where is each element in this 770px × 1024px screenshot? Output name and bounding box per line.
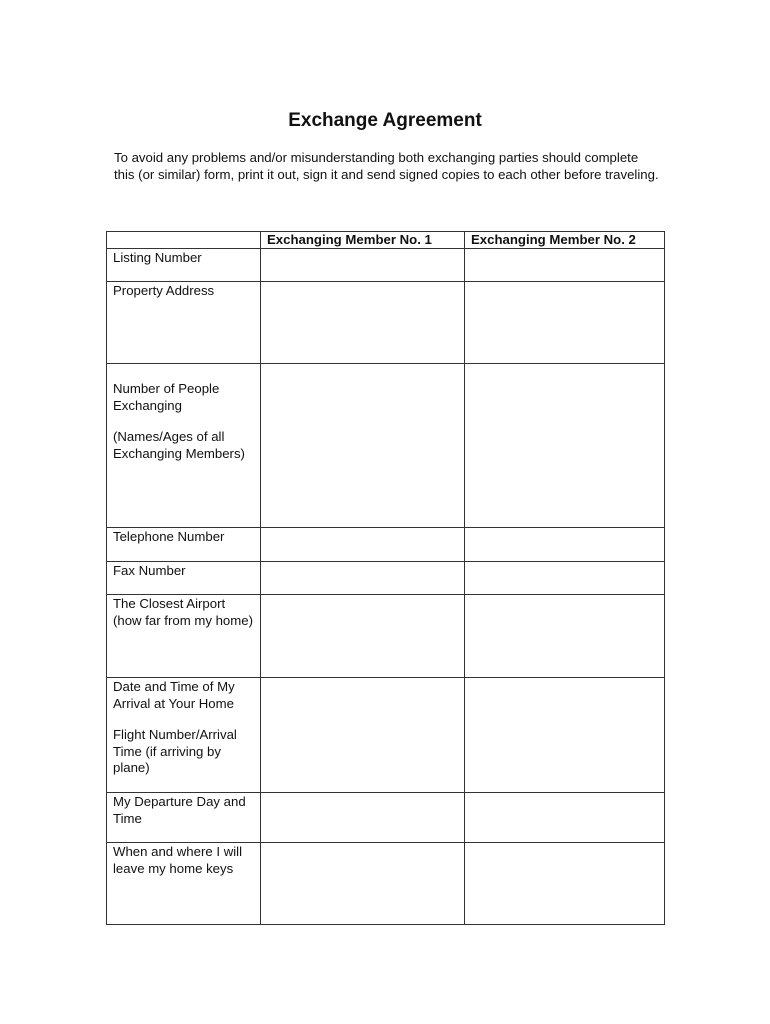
member-1-fax-field[interactable] (261, 562, 465, 595)
member-2-fax-field[interactable] (465, 562, 665, 595)
intro-paragraph: To avoid any problems and/or misunderstanding both exchanging parties should complete this (or similar) form, print it out, sign it and send signed copies to each other before traveling. (114, 150, 659, 182)
member-2-closest-airport-field[interactable] (465, 595, 665, 678)
member-2-number-of-people-field[interactable] (465, 364, 665, 528)
table-row (107, 249, 665, 282)
member-1-telephone-field[interactable] (261, 528, 465, 562)
member-2-property-address-field[interactable] (465, 282, 665, 364)
table-row (107, 528, 665, 562)
row-label-fax-number: Fax Number (107, 562, 261, 595)
member-2-telephone-field[interactable] (465, 528, 665, 562)
member-1-property-address-field[interactable] (261, 282, 465, 364)
member-2-listing-number-field[interactable] (465, 249, 665, 282)
member-1-number-of-people-field[interactable] (261, 364, 465, 528)
table-header-row (107, 232, 665, 249)
arrival-label: Date and Time of My Arrival at Your Home (113, 679, 235, 711)
header-member-1: Exchanging Member No. 1 (261, 232, 465, 249)
member-1-home-keys-field[interactable] (261, 843, 465, 925)
row-label-departure: My Departure Day and Time (107, 793, 261, 843)
row-label-closest-airport: The Closest Airport (how far from my home) (107, 595, 261, 678)
header-empty-cell (107, 232, 261, 249)
document-title: Exchange Agreement (288, 110, 482, 131)
member-1-arrival-field[interactable] (261, 678, 465, 793)
table-row (107, 562, 665, 595)
exchange-form-table (106, 231, 665, 925)
table-row (107, 678, 665, 793)
table-row (107, 843, 665, 925)
member-1-departure-field[interactable] (261, 793, 465, 843)
flight-number-label: Flight Number/Arrival Time (if arriving by plane) (113, 727, 237, 775)
table-row (107, 793, 665, 843)
member-1-closest-airport-field[interactable] (261, 595, 465, 678)
header-member-2: Exchanging Member No. 2 (465, 232, 665, 249)
member-1-listing-number-field[interactable] (261, 249, 465, 282)
table-row (107, 364, 665, 528)
member-2-departure-field[interactable] (465, 793, 665, 843)
row-label-number-of-people (107, 364, 261, 528)
names-ages-label: (Names/Ages of all Exchanging Members) (113, 429, 245, 461)
member-2-home-keys-field[interactable] (465, 843, 665, 925)
row-label-telephone-number: Telephone Number (107, 528, 261, 562)
number-of-people-label: Number of People Exchanging (113, 381, 220, 413)
row-label-home-keys: When and where I will leave my home keys (107, 843, 261, 925)
member-2-arrival-field[interactable] (465, 678, 665, 793)
row-label-property-address: Property Address (107, 282, 261, 364)
table-row (107, 595, 665, 678)
row-label-arrival (107, 678, 261, 793)
table-row (107, 282, 665, 364)
row-label-listing-number: Listing Number (107, 249, 261, 282)
